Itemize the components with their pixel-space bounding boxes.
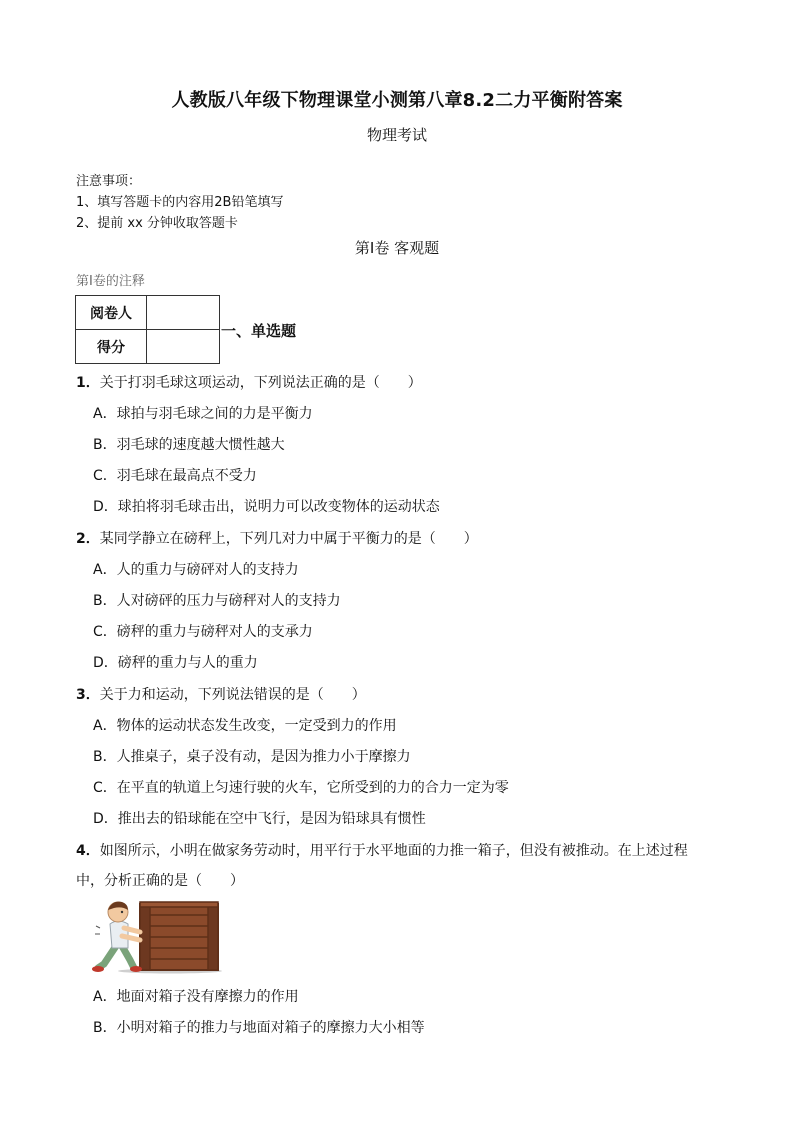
question-number: 3． [76,687,100,703]
question-text: 关于打羽毛球这项运动，下列说法正确的是（ ） [99,375,422,391]
document-subtitle: 物理考试 [366,126,427,144]
question-4 [76,840,688,860]
option-d: D．推出去的铅球能在空中飞行，是因为铅球具有惯性 [93,811,426,827]
notes-block [76,171,283,234]
option-b: B．羽毛球的速度越大惯性越大 [93,437,285,453]
boy-figure [92,902,142,972]
notes-item: 2、提前 xx 分钟收取答题卡 [76,216,238,231]
crate [140,902,218,970]
option-c: C．在平直的轨道上匀速行驶的火车，它所受到的力的合力一定为零 [93,780,509,796]
question-1 [76,372,422,392]
question-2 [76,528,478,548]
document-title: 人教版八年级下物理课堂小测第八章8.2二力平衡附答案 [171,90,623,111]
question-number: 1． [76,375,100,391]
option-b: B．人对磅砰的压力与磅秤对人的支持力 [93,593,341,609]
score-table-cell [147,330,220,364]
option-c: C．羽毛球在最高点不受力 [93,468,257,484]
option-b: B．小明对箱子的推力与地面对箱子的摩擦力大小相等 [93,1020,425,1036]
notes-heading: 注意事项： [76,174,142,189]
section-note: 第Ⅰ卷的注释 [76,274,145,289]
table-row [76,296,220,330]
option-a: A．物体的运动状态发生改变，一定受到力的作用 [93,718,397,734]
question-text-line2: 中，分析正确的是（ ） [76,873,244,889]
question-text-line1: 如图所示，小明在做家务劳动时，用平行于水平地面的力推一箱子，但没有被推动。在上述过程 [99,843,688,859]
question-number: 4． [76,843,100,859]
score-table [75,295,220,364]
question-text: 关于力和运动，下列说法错误的是（ ） [99,687,366,703]
option-d: D．球拍将羽毛球击出，说明力可以改变物体的运动状态 [93,499,440,515]
question-3 [76,684,366,704]
option-c: C．磅秤的重力与磅秤对人的支承力 [93,624,313,640]
option-a: A．人的重力与磅砰对人的支持力 [93,562,299,578]
boy-pushing-crate-illustration [92,898,222,974]
question-text: 某同学静立在磅秤上，下列几对力中属于平衡力的是（ ） [99,531,478,547]
option-a: A．地面对箱子没有摩擦力的作用 [93,989,299,1005]
score-table-cell [147,296,220,330]
option-d: D．磅秤的重力与人的重力 [93,655,258,671]
part-title: 一、单选题 [221,322,297,340]
question-number: 2． [76,531,100,547]
option-b: B．人推桌子，桌子没有动，是因为推力小于摩擦力 [93,749,411,765]
notes-item: 1、填写答题卡的内容用2B铅笔填写 [76,195,284,210]
score-table-label: 得分 [76,330,147,364]
question-4-continued [76,870,244,890]
option-a: A．球拍与羽毛球之间的力是平衡力 [93,406,313,422]
section-heading: 第Ⅰ卷 客观题 [354,239,440,257]
score-table-label: 阅卷人 [76,296,147,330]
table-row [76,330,220,364]
